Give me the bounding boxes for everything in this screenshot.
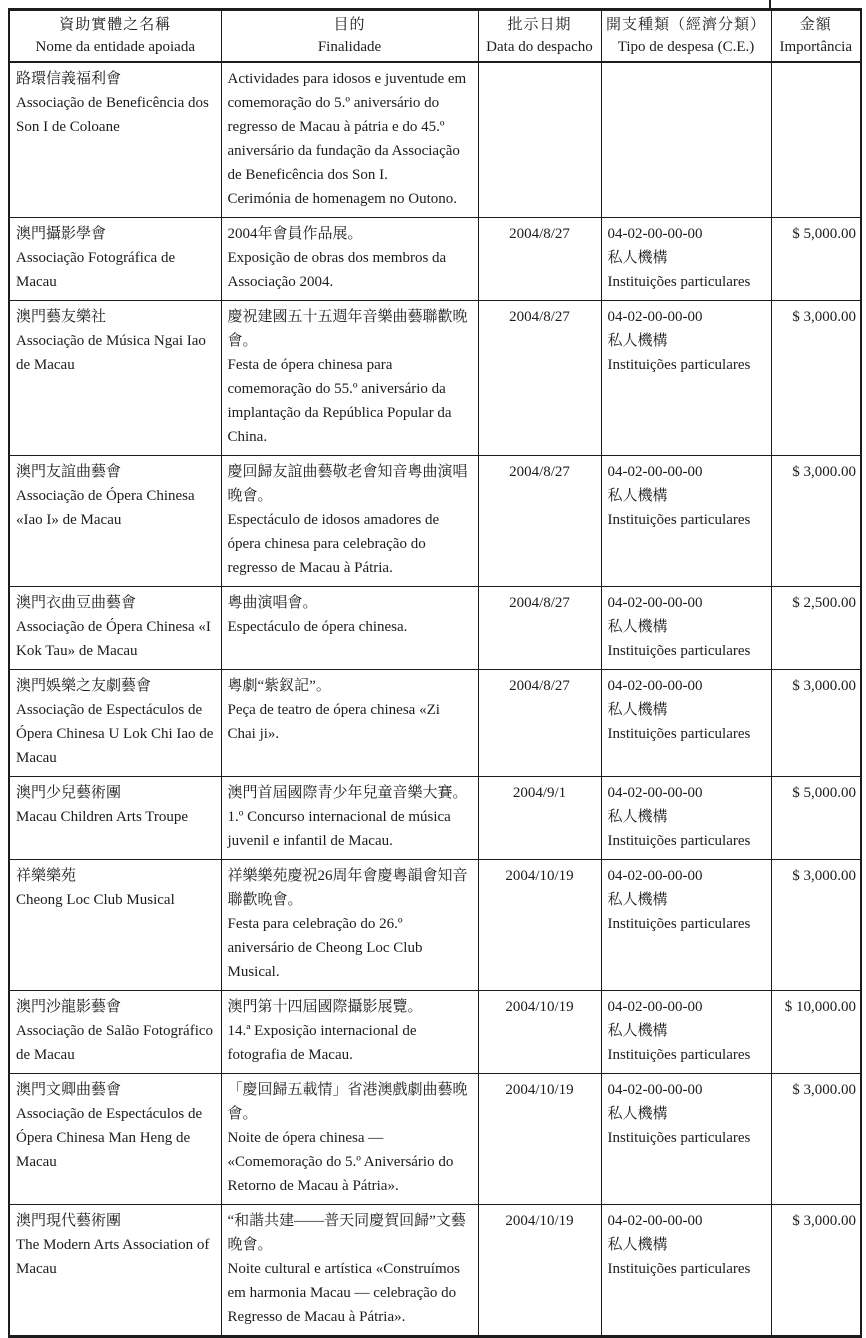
col-header-type-pt: Tipo de despesa (C.E.) [617,39,755,55]
entity-name-line: 澳門藝友樂社 [16,309,107,325]
col-header-type [601,10,771,63]
amount-cell [771,62,861,218]
purpose-cell [221,301,478,456]
entity-cell [9,587,221,670]
purpose-line: Actividades para idosos e juventude em comemoração do 5.º aniversário do regresso de Macau à pátria e do 45.º aniversário da fundação da Associação de Beneficência dos Son I. [227,71,467,183]
entity-cell [9,1205,221,1337]
table-row [9,860,861,991]
date-value: 2004/10/19 [505,1213,574,1229]
entity-name-line: 澳門現代藝術團 [16,1213,122,1229]
purpose-line: “和諧共建——普天同慶賀回歸”文藝晚會。 [227,1213,466,1253]
entity-name-line: Macau Children Arts Troupe [16,809,189,825]
entity-cell [9,991,221,1074]
purpose-line: Espectáculo de idosos amadores de ópera chinesa para celebração do regresso de Macau à Pátria. [227,512,440,576]
expense-type-line: 04-02-00-00-00 [607,595,703,611]
col-header-entity-pt: Nome da entidade apoiada [35,39,195,55]
expense-type-line: Instituições particulares [607,1261,751,1277]
col-header-amount-pt: Importância [779,39,852,55]
entity-cell [9,860,221,991]
expense-type-line: 私人機構 [607,1023,668,1039]
col-header-date-pt: Data do despacho [486,39,593,55]
purpose-cell [221,1205,478,1337]
expense-type-cell [601,218,771,301]
table-row [9,670,861,777]
expense-type-line: Instituições particulares [607,357,751,373]
expense-type-cell [601,670,771,777]
entity-name-line: Associação de Ópera Chinesa «Iao I» de Macau [16,488,195,528]
expense-type-line: 私人機構 [607,809,668,825]
date-cell [478,670,601,777]
date-cell [478,860,601,991]
col-header-date-zh: 批示日期 [507,17,572,33]
expense-type-line: 04-02-00-00-00 [607,309,703,325]
col-header-purpose [221,10,478,63]
entity-name-line: Cheong Loc Club Musical [16,892,175,908]
entity-name-line: The Modern Arts Association of Macau [16,1237,210,1277]
col-header-entity [9,10,221,63]
purpose-line: 祥樂樂苑慶祝26周年會慶粵韻會知音聯歡晚會。 [227,868,468,908]
date-cell [478,777,601,860]
expense-type-line: Instituições particulares [607,726,751,742]
date-cell [478,1074,601,1205]
amount-value: $ 3,000.00 [792,868,856,884]
expense-type-line: 私人機構 [607,333,668,349]
purpose-line: 慶回歸友誼曲藝敬老會知音粵曲演唱晚會。 [227,464,468,504]
amount-cell [771,218,861,301]
table-row [9,456,861,587]
purpose-line: 澳門第十四屆國際攝影展覽。 [227,999,423,1015]
expense-type-line: Instituições particulares [607,1047,751,1063]
date-cell [478,218,601,301]
subsidy-table [8,8,862,1338]
date-cell [478,301,601,456]
table-row [9,62,861,218]
date-cell [478,991,601,1074]
entity-cell [9,1074,221,1205]
entity-name-line: Associação de Ópera Chinesa «I Kok Tau» de Macau [16,619,211,659]
expense-type-cell [601,301,771,456]
amount-value: $ 3,000.00 [792,1213,856,1229]
amount-cell [771,670,861,777]
entity-name-line: 澳門攝影學會 [16,226,107,242]
expense-type-cell [601,587,771,670]
purpose-cell [221,218,478,301]
entity-name-line: 澳門友誼曲藝會 [16,464,122,480]
amount-value: $ 5,000.00 [792,785,856,801]
amount-cell [771,456,861,587]
purpose-cell [221,587,478,670]
date-value: 2004/8/27 [509,464,570,480]
purpose-cell [221,62,478,218]
purpose-line: Festa para celebração do 26.º aniversário de Cheong Loc Club Musical. [227,916,423,980]
table-body [9,62,861,1337]
expense-type-line: Instituições particulares [607,274,751,290]
entity-cell [9,301,221,456]
expense-type-line: 私人機構 [607,488,668,504]
entity-name-line: 路環信義福利會 [16,71,122,87]
entity-cell [9,777,221,860]
entity-name-line: Associação de Música Ngai Iao de Macau [16,333,206,373]
amount-cell [771,587,861,670]
expense-type-cell [601,456,771,587]
purpose-line: Exposição de obras dos membros da Associação 2004. [227,250,447,290]
table-row [9,1205,861,1337]
expense-type-line: Instituições particulares [607,643,751,659]
expense-type-line: 私人機構 [607,1106,668,1122]
date-value: 2004/10/19 [505,1082,574,1098]
entity-name-line: Associação de Espectáculos de Ópera Chinesa Man Heng de Macau [16,1106,203,1170]
amount-cell [771,301,861,456]
expense-type-line: 04-02-00-00-00 [607,999,703,1015]
table-row [9,1074,861,1205]
purpose-line: 1.º Concurso internacional de música juvenil e infantil de Macau. [227,809,451,849]
expense-type-cell [601,62,771,218]
entity-name-line: 澳門文卿曲藝會 [16,1082,122,1098]
col-header-type-zh: 開支種類（經濟分類） [605,17,766,33]
entity-cell [9,218,221,301]
table-row [9,991,861,1074]
purpose-line: Peça de teatro de ópera chinesa «Zi Chai ji». [227,702,440,742]
col-header-date [478,10,601,63]
amount-cell [771,991,861,1074]
col-header-purpose-pt: Finalidade [317,39,382,55]
expense-type-line: 私人機構 [607,619,668,635]
entity-name-line: 澳門衣曲豆曲藝會 [16,595,137,611]
date-value: 2004/8/27 [509,678,570,694]
expense-type-cell [601,1074,771,1205]
amount-cell [771,860,861,991]
entity-name-line: 澳門少兒藝術團 [16,785,122,801]
entity-name-line: 澳門娛樂之友劇藝會 [16,678,152,694]
date-value: 2004/8/27 [509,309,570,325]
amount-value: $ 3,000.00 [792,309,856,325]
col-header-purpose-zh: 目的 [333,17,366,33]
expense-type-line: 私人機構 [607,702,668,718]
amount-cell [771,1205,861,1337]
expense-type-line: 04-02-00-00-00 [607,785,703,801]
expense-type-cell [601,860,771,991]
amount-cell [771,1074,861,1205]
date-value: 2004/10/19 [505,868,574,884]
purpose-line: 「慶回歸五載情」省港澳戲劇曲藝晚會。 [227,1082,468,1122]
table-header-row [9,10,861,63]
purpose-line: 粵曲演唱會。 [227,595,318,611]
purpose-cell [221,777,478,860]
entity-name-line: Associação de Beneficência dos Son I de Coloane [16,95,209,135]
col-header-amount-zh: 金額 [799,17,832,33]
entity-name-line: 祥樂樂苑 [16,868,77,884]
purpose-cell [221,456,478,587]
entity-name-line: Associação de Salão Fotográfico de Macau [16,1023,214,1063]
col-header-amount [771,10,861,63]
col-header-entity-zh: 資助實體之名稱 [59,17,172,33]
expense-type-line: 04-02-00-00-00 [607,678,703,694]
expense-type-line: 私人機構 [607,250,668,266]
entity-cell [9,62,221,218]
expense-type-cell [601,991,771,1074]
date-value: 2004/8/27 [509,226,570,242]
expense-type-line: 04-02-00-00-00 [607,868,703,884]
table-row [9,777,861,860]
amount-value: $ 2,500.00 [792,595,856,611]
expense-type-line: 04-02-00-00-00 [607,1082,703,1098]
amount-value: $ 3,000.00 [792,464,856,480]
entity-name-line: 澳門沙龍影藝會 [16,999,122,1015]
table-row [9,587,861,670]
purpose-line: 慶祝建國五十五週年音樂曲藝聯歡晚會。 [227,309,468,349]
purpose-cell [221,670,478,777]
amount-cell [771,777,861,860]
expense-type-cell [601,1205,771,1337]
purpose-cell [221,991,478,1074]
date-cell [478,1205,601,1337]
entity-name-line: Associação Fotográfica de Macau [16,250,176,290]
expense-type-line: Instituições particulares [607,833,751,849]
amount-value: $ 3,000.00 [792,1082,856,1098]
purpose-line: 14.ª Exposição internacional de fotografia de Macau. [227,1023,417,1063]
table-row [9,218,861,301]
entity-cell [9,670,221,777]
date-value: 2004/9/1 [512,785,567,801]
date-value: 2004/8/27 [509,595,570,611]
amount-value: $ 5,000.00 [792,226,856,242]
date-cell [478,587,601,670]
purpose-line: 粵劇“紫釵記”。 [227,678,331,694]
amount-value: $ 10,000.00 [784,999,856,1015]
date-cell [478,62,601,218]
expense-type-line: 04-02-00-00-00 [607,1213,703,1229]
expense-type-line: 私人機構 [607,892,668,908]
purpose-cell [221,1074,478,1205]
expense-type-line: Instituições particulares [607,512,751,528]
date-cell [478,456,601,587]
expense-type-line: Instituições particulares [607,916,751,932]
purpose-line: Cerimónia de homenagem no Outono. [227,191,458,207]
expense-type-line: 04-02-00-00-00 [607,226,703,242]
purpose-line: Noite de ópera chinesa — «Comemoração do 5.º Aniversário do Retorno de Macau à Pátria». [227,1130,454,1194]
amount-value: $ 3,000.00 [792,678,856,694]
expense-type-cell [601,777,771,860]
purpose-cell [221,860,478,991]
expense-type-line: 04-02-00-00-00 [607,464,703,480]
entity-cell [9,456,221,587]
purpose-line: 2004年會員作品展。 [227,226,363,242]
purpose-line: Espectáculo de ópera chinesa. [227,619,408,635]
table-row [9,301,861,456]
expense-type-line: Instituições particulares [607,1130,751,1146]
date-value: 2004/10/19 [505,999,574,1015]
expense-type-line: 私人機構 [607,1237,668,1253]
entity-name-line: Associação de Espectáculos de Ópera Chinesa U Lok Chi Iao de Macau [16,702,214,766]
purpose-line: Festa de ópera chinesa para comemoração do 55.º aniversário da implantação da República Popular da China. [227,357,452,445]
purpose-line: Noite cultural e artística «Construímos em harmonia Macau — celebração do Regresso de Macau à Pátria». [227,1261,460,1325]
purpose-line: 澳門首屆國際青少年兒童音樂大賽。 [227,785,468,801]
